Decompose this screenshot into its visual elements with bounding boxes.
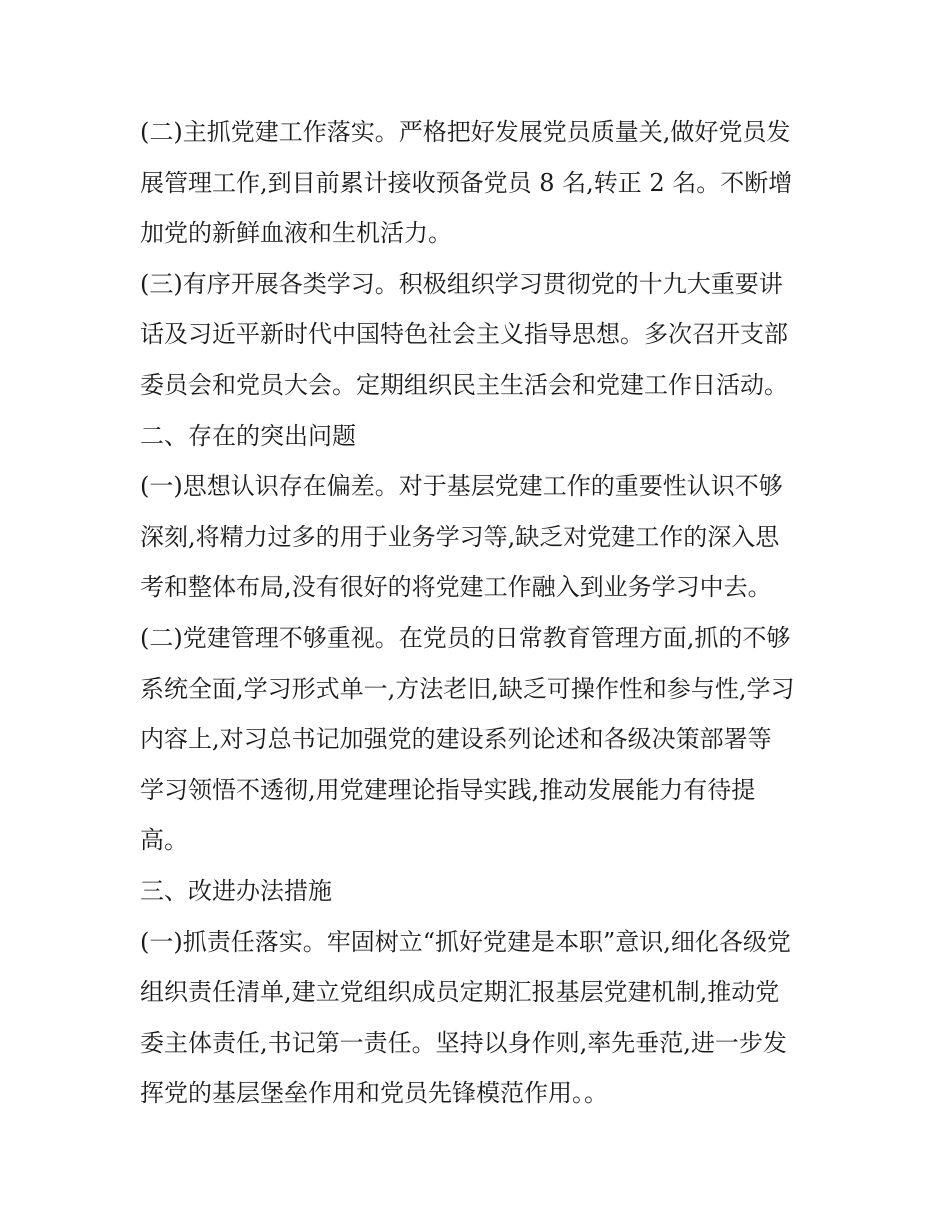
text-line: 内容上,对习总书记加强党的建设系列论述和各级决策部署等 xyxy=(140,725,772,754)
text-line: (一)思想认识存在偏差。对于基层党建工作的重要性认识不够 xyxy=(140,472,783,501)
document-body xyxy=(140,107,820,1119)
text-line: (二)党建管理不够重视。在党员的日常教育管理方面,抓的不够 xyxy=(140,623,791,652)
text-line: 话及习近平新时代中国特色社会主义指导思想。多次召开支部 xyxy=(140,320,788,349)
text-line: 委主体责任,书记第一责任。坚持以身作则,率先垂范,进一步发 xyxy=(140,1028,787,1057)
text-line: 展管理工作,到目前累计接收预备党员 8 名,转正 2 名。不断增 xyxy=(140,168,793,197)
text-line: (二)主抓党建工作落实。严格把好发展党员质量关,做好党员发 xyxy=(140,118,791,146)
text-line: 组织责任清单,建立党组织成员定期汇报基层党建机制,推动党 xyxy=(140,978,780,1007)
section-heading: 三、改进办法措施 xyxy=(140,876,332,905)
text-line: (三)有序开展各类学习。积极组织学习贯彻党的十九大重要讲 xyxy=(140,269,783,298)
text-line: 挥党的基层堡垒作用和党员先锋模范作用。。 xyxy=(140,1079,608,1108)
text-line: 加党的新鲜血液和生机活力。 xyxy=(140,219,452,248)
section-heading: 二、存在的突出问题 xyxy=(140,421,356,450)
text-line: 高。 xyxy=(140,826,188,855)
text-line: 委员会和党员大会。定期组织民主生活会和党建工作日活动。 xyxy=(140,370,788,399)
text-line: 深刻,将精力过多的用于业务学习等,缺乏对党建工作的深入思 xyxy=(140,522,780,551)
text-line: (一)抓责任落实。牢固树立“抓好党建是本职”意识,细化各级党 xyxy=(140,927,791,956)
text-line: 学习领悟不透彻,用党建理论指导实践,推动发展能力有待提 xyxy=(140,775,756,804)
text-line: 系统全面,学习形式单一,方法老旧,缺乏可操作性和参与性,学习 xyxy=(140,674,795,703)
text-line: 考和整体布局,没有很好的将党建工作融入到业务学习中去。 xyxy=(140,573,772,602)
